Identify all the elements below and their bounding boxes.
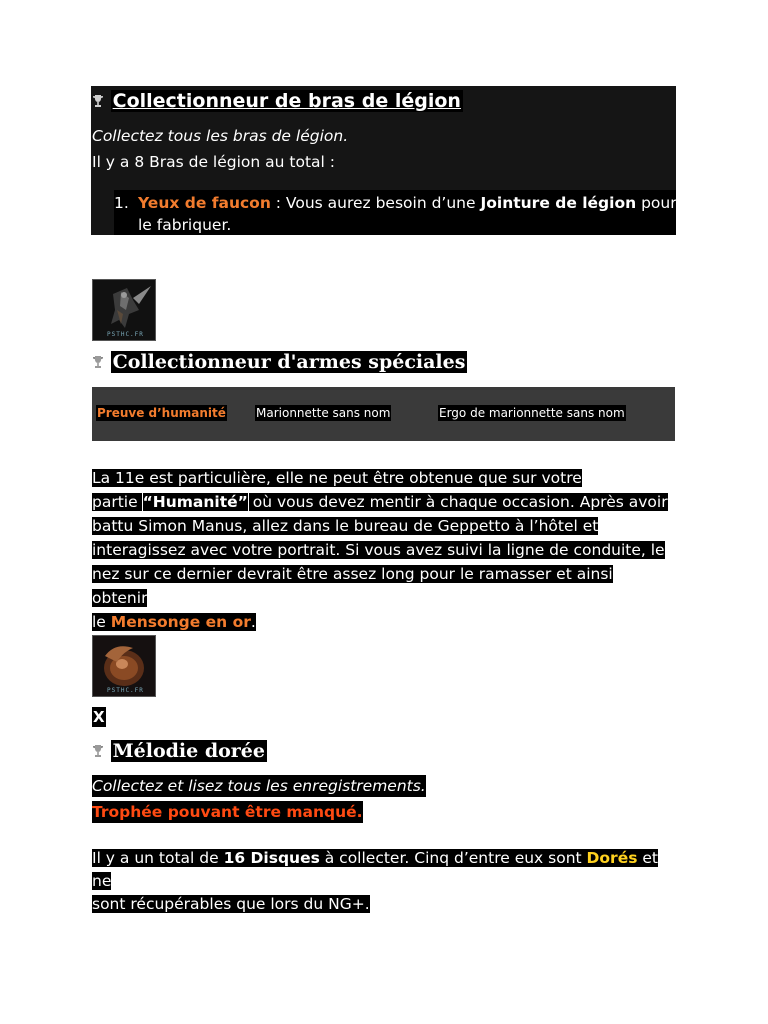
paragraph-line: sont récupérables que lors du NG+. — [92, 895, 370, 913]
table-cell: Marionnette sans nom — [256, 406, 391, 420]
line-text: où vous devez mentir à chaque occasion. Après avoir — [247, 493, 668, 511]
intro-text: Il y a 8 Bras de légion au total : — [92, 153, 335, 171]
line-text: partie — [92, 493, 143, 511]
trophy-title: Mélodie dorée — [112, 740, 265, 762]
trophy-heading-legion-arms — [92, 88, 463, 114]
item-text: : Vous aurez besoin d’une — [270, 194, 481, 212]
trophy-description: Collectez tous les bras de légion. — [92, 127, 349, 145]
paragraph-line — [92, 849, 658, 890]
humanite-bold: “Humanité” — [142, 493, 248, 511]
trophy-thumbnail-weapons — [92, 279, 156, 341]
trophy-thumbnail-melody — [92, 635, 156, 697]
table-cell: Preuve d’humanité — [97, 406, 226, 420]
trophy-icon — [92, 355, 104, 369]
item-bold: Jointure de légion — [480, 194, 637, 212]
trophy-icon — [92, 744, 104, 758]
trophy-title: Collectionneur d'armes spéciales — [112, 351, 466, 373]
watermark: PSTHC.FR — [107, 687, 144, 694]
ordered-list — [114, 190, 676, 235]
item-text-end: pour le fabriquer. — [138, 194, 677, 234]
line-text: . — [250, 613, 256, 631]
line-text: Il y a un total de — [92, 849, 224, 867]
list-item — [138, 192, 678, 236]
records-count: 16 Disques — [223, 849, 320, 867]
line-text: le — [92, 613, 111, 631]
close-marker: X — [93, 708, 105, 726]
item-name: Yeux de faucon — [138, 194, 271, 212]
golden-lie-highlight: Mensonge en or — [110, 613, 251, 631]
paragraph-line: nez sur ce dernier devrait être assez long pour le ramasser et ainsi obtenir — [92, 565, 613, 607]
paragraph-line: La 11e est particulière, elle ne peut être obtenue que sur votre — [92, 469, 582, 487]
paragraph-line: battu Simon Manus, allez dans le bureau de Geppetto à l’hôtel et — [92, 517, 599, 535]
trophy-heading-special-weapons — [92, 350, 467, 374]
list-number: 1. — [114, 194, 129, 212]
missable-warning: Trophée pouvant être manqué. — [92, 803, 363, 821]
paragraph-line: interagissez avec votre portrait. Si vous avez suivi la ligne de conduite, le — [92, 541, 665, 559]
golden-highlight: Dorés — [586, 849, 638, 867]
line-text: et ne — [92, 849, 658, 890]
watermark: PSTHC.FR — [107, 331, 144, 338]
table-cell: Ergo de marionnette sans nom — [439, 406, 625, 420]
records-paragraph — [92, 847, 672, 916]
paragraph-line — [92, 613, 256, 631]
trophy-heading-golden-melody — [92, 739, 267, 763]
paragraph-line — [92, 493, 668, 511]
weapons-table — [92, 387, 675, 441]
special-weapons-paragraph — [92, 466, 672, 634]
trophy-description: Collectez et lisez tous les enregistrements. — [92, 777, 426, 795]
trophy-icon — [92, 94, 104, 108]
line-text: à collecter. Cinq d’entre eux sont — [319, 849, 587, 867]
trophy-title: Collectionneur de bras de légion — [112, 90, 461, 112]
